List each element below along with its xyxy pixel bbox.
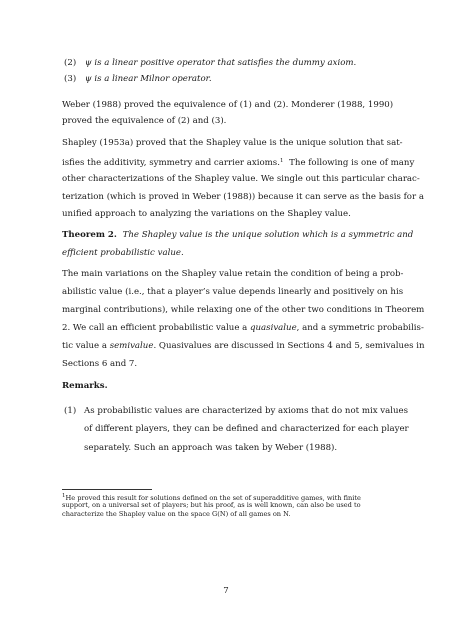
remark-line: of different players, they can be defined and characterized for each player [84, 424, 409, 434]
item-number: (2) [64, 58, 77, 68]
footnote-line: support, on a universal set of players; but his proof, as is well known, can also be used to [62, 501, 361, 509]
footnote-line: characterize the Shapley value on the space G(N) of all games on N. [62, 510, 291, 518]
paragraph-line: other characterizations of the Shapley value. We single out this particular charac- [62, 174, 420, 184]
footnote-rule [62, 489, 152, 490]
text-span: tic value a [62, 341, 110, 351]
paragraph-line [62, 341, 425, 351]
paragraph-line: unified approach to analyzing the variations on the Shapley value. [62, 209, 351, 219]
term-quasivalue: quasivalue [250, 323, 297, 333]
text-span: The following is one of many [289, 158, 415, 168]
theorem-label: Theorem 2. [62, 230, 117, 240]
paragraph-line: marginal contributions), while relaxing one of the other two conditions in Theorem [62, 305, 425, 315]
list-item-3 [64, 74, 212, 84]
item-text: ψ is a linear Milnor operator. [84, 74, 212, 84]
text-span: He proved this result for solutions defined on the set of superadditive games, with finite [65, 494, 361, 502]
paragraph-line: abilistic value (i.e., that a player’s value depends linearly and positively on his [62, 287, 404, 297]
theorem-text: The Shapley value is the unique solution which is a symmetric and [122, 230, 414, 240]
text-span: . Quasivalues are discussed in Sections 4 and 5, semivalues in [153, 341, 425, 351]
term-semivalue: semivalue [109, 341, 154, 351]
theorem-text: efficient probabilistic value. [62, 248, 184, 258]
paragraph-line: Sections 6 and 7. [62, 359, 138, 369]
item-number: (3) [64, 74, 77, 84]
list-item-2 [64, 58, 356, 68]
paragraph-line: The main variations on the Shapley value retain the condition of being a prob- [62, 269, 404, 279]
theorem [62, 230, 413, 240]
footnote-mark: 1 [62, 493, 66, 499]
text-span: isfies the additivity, symmetry and carrier axioms. [62, 158, 280, 168]
footnote-mark: 1 [279, 158, 284, 164]
remarks-heading: Remarks. [62, 381, 108, 391]
text-span: , and a symmetric probabilis- [296, 323, 424, 333]
item-text: ψ is a linear positive operator that satisfies the dummy axiom. [84, 58, 357, 68]
text-span: 2. We call an efficient probabilistic value a [62, 323, 250, 333]
remark-line: As probabilistic values are characterized by axioms that do not mix values [84, 406, 409, 416]
paragraph-line: proved the equivalence of (2) and (3). [62, 116, 227, 126]
remark-line: separately. Such an approach was taken by Weber (1988). [84, 443, 338, 453]
remark-number: (1) [64, 406, 77, 416]
paragraph-line: terization (which is proved in Weber (1988)) because it can serve as the basis for a [62, 192, 424, 202]
paragraph-line: Weber (1988) proved the equivalence of (1) and (2). Monderer (1988, 1990) [62, 100, 394, 110]
paragraph-line [62, 156, 414, 168]
paragraph-line [62, 323, 424, 333]
paragraph-line: Shapley (1953a) proved that the Shapley value is the unique solution that sat- [62, 138, 403, 148]
page-number: 7 [223, 586, 229, 596]
